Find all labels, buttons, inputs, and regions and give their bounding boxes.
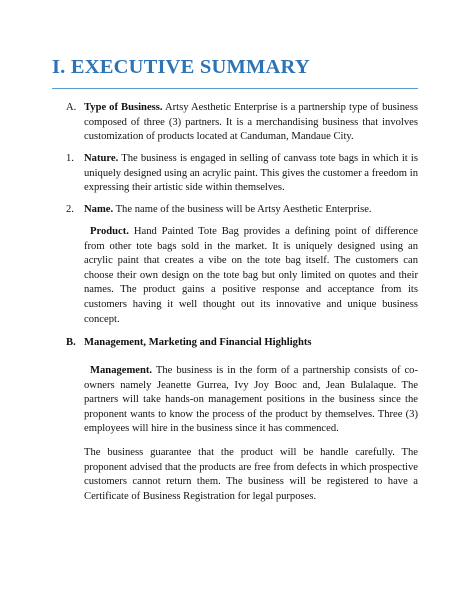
guarantee-paragraph: The business guarantee that the product will be handle carefully. The proponent advised that the products are free from defects in which prospective customers cannot return them. The business will be registered to have a Certificate of Business Registration for legal purposes. xyxy=(84,447,418,502)
management-paragraph xyxy=(84,364,418,437)
item-1-label: Nature. xyxy=(84,153,119,164)
item-2-marker: 2. xyxy=(66,204,74,215)
product-paragraph xyxy=(84,225,418,327)
item-2-text: The name of the business will be Artsy Aesthetic Enterprise. xyxy=(113,204,372,215)
management-text: The business is in the form of a partnership consists of co-owners namely Jeanette Gurrea, Ivy Joy Booc and, Jean Bulalaque. The partners will take hands-on management positions in the business since the proponent wants to know the process of the product by themselves. Three (3) employees will hire in the business since it has commenced. xyxy=(84,365,418,435)
section-b-heading: Management, Marketing and Financial Highlights xyxy=(84,337,312,348)
product-label: Product. xyxy=(90,226,129,237)
section-a-label: Type of Business. xyxy=(84,102,163,113)
product-text: Hand Painted Tote Bag provides a defining point of difference from other tote bags sold in the market. It is uniquely designed using an acrylic paint that creates a vibe on the tote bag itself. The customers can choose their own design on the tote bag but only limited on quotes and their names. The product gains a positive response and acceptance from its customers having it well thought out its innovative and unique business concept. xyxy=(84,226,418,325)
page-title: I. EXECUTIVE SUMMARY xyxy=(52,56,310,78)
section-a-marker: A. xyxy=(66,102,77,113)
title-underline xyxy=(52,88,418,89)
section-a-text: Artsy Aesthetic Enterprise is a partnership type of business composed of three (3) partners. It is a merchandising business that involves customization of products located at Canduman, Mandaue City. xyxy=(84,102,418,143)
item-2-paragraph xyxy=(84,203,418,218)
section-b-marker: B. xyxy=(66,337,76,348)
item-2-label: Name. xyxy=(84,204,114,215)
item-1-marker: 1. xyxy=(66,153,74,164)
item-1-paragraph xyxy=(84,152,418,196)
section-a-paragraph xyxy=(84,101,418,145)
item-1-text: The business is engaged in selling of canvass tote bags in which it is uniquely designed using an acrylic paint. This gives the customer a freedom in expressing their artistic side within themselves. xyxy=(84,153,418,194)
management-label: Management. xyxy=(90,365,153,376)
